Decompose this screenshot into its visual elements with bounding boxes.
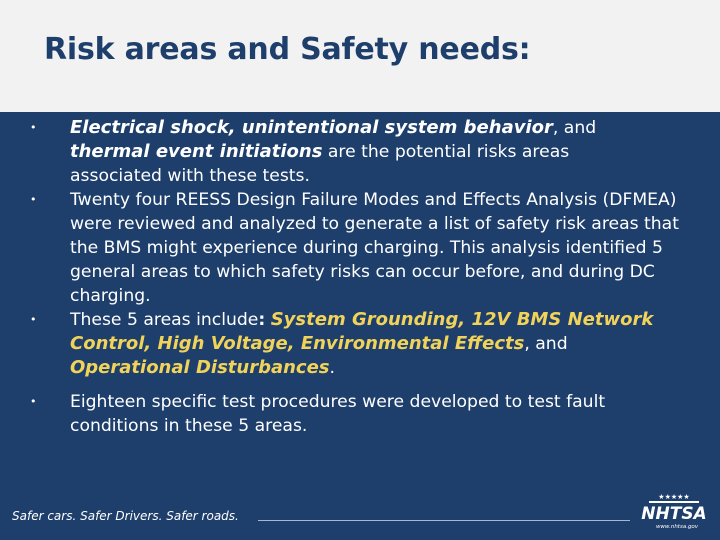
bullet-list	[30, 116, 690, 438]
risk-continuation: associated with these tests.	[70, 166, 310, 186]
bullet-glyph: •	[30, 313, 37, 326]
risk-line-2	[70, 140, 690, 164]
risk-connector: , and	[552, 118, 597, 138]
areas-connector: , and	[524, 334, 568, 354]
title-band	[0, 0, 720, 112]
bullet-item-procedures	[30, 390, 690, 438]
bullet-glyph: •	[30, 121, 37, 134]
areas-list: System Grounding, 12V BMS Network Control, High Voltage, Environmental Effects	[70, 309, 654, 354]
risk-rest: are the potential risks areas	[322, 142, 570, 162]
bullet-glyph: •	[30, 193, 37, 206]
procedures-text: Eighteen specific test procedures were developed to test fault conditions in these 5 areas.	[70, 392, 606, 436]
slide-title: Risk areas and Safety needs:	[44, 32, 531, 67]
footer-tagline: Safer cars. Safer Drivers. Safer roads.	[12, 509, 243, 523]
areas-prefix: These 5 areas include	[70, 310, 259, 330]
logo-stars-icon	[658, 493, 689, 501]
svg-text:★★★★★: ★★★★★	[658, 493, 690, 501]
bullet-glyph: •	[30, 395, 37, 408]
footer-divider	[258, 520, 630, 521]
risk-term-2: thermal event initiations	[70, 141, 323, 162]
bullet-item-risks	[30, 116, 690, 188]
areas-last: Operational Disturbances	[70, 357, 330, 378]
logo-url: www.nhtsa.gov	[655, 524, 699, 530]
areas-colon: :	[258, 310, 266, 330]
areas-period: .	[329, 358, 335, 378]
nhtsa-logo	[641, 492, 707, 530]
bullet-item-areas	[30, 308, 690, 380]
logo-wordmark: NHTSA	[641, 504, 707, 524]
bullet-item-dfmea	[30, 188, 690, 308]
risk-line-1	[70, 116, 690, 140]
risk-term-1: Electrical shock, unintentional system behavior	[70, 117, 553, 138]
dfmea-text: Twenty four REESS Design Failure Modes and Effects Analysis (DFMEA) were reviewed and analyzed to generate a list of safety risk areas that the BMS might experience during charging. This analysis identified 5 general areas to which safety risks can occur before, and during DC charging.	[70, 190, 679, 306]
